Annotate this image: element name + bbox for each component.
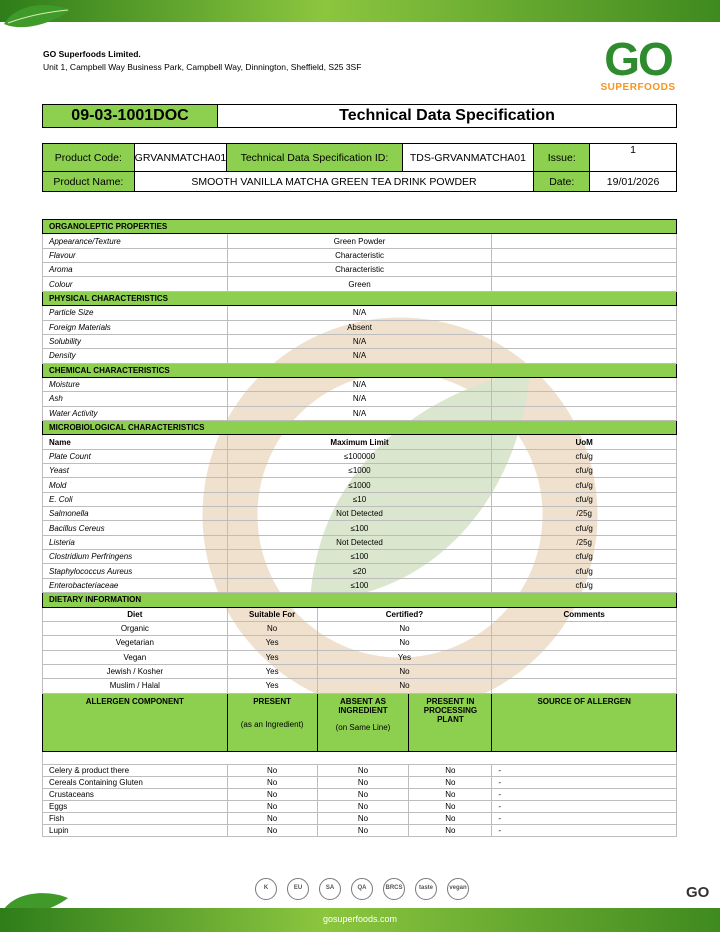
micro-uom: /25g: [492, 535, 677, 549]
micro-column-headers: [43, 435, 677, 449]
table-cell: [492, 263, 677, 277]
section-title: ORGANOLEPTIC PROPERTIES: [43, 220, 677, 234]
diet-comments: [492, 621, 677, 635]
table-row: [43, 521, 677, 535]
certification-badge-icon: K: [255, 878, 277, 900]
allergen-name: Crustaceans: [43, 788, 228, 800]
table-row: [43, 320, 677, 334]
allergen-present: No: [227, 764, 317, 776]
property-value: N/A: [227, 377, 492, 391]
allergen-absent: No: [317, 788, 409, 800]
table-row: [43, 234, 677, 248]
certification-badge-icon: SA: [319, 878, 341, 900]
micro-uom: cfu/g: [492, 478, 677, 492]
allergen-column-headers: [43, 693, 677, 751]
document-code: 09-03-1001DOC: [43, 105, 218, 127]
col-present-header: [227, 693, 317, 751]
leaf-icon: [2, 2, 72, 32]
diet-suitable: Yes: [227, 636, 317, 650]
table-row: [43, 788, 677, 800]
table-row: [43, 776, 677, 788]
diet-certified: Yes: [317, 650, 492, 664]
table-row: [43, 679, 677, 693]
allergen-name: Cereals Containing Gluten: [43, 776, 228, 788]
allergen-present: No: [227, 776, 317, 788]
diet-name: Vegan: [43, 650, 228, 664]
section-title: DIETARY INFORMATION: [43, 593, 677, 607]
section-header-dietary: [43, 593, 677, 607]
micro-name: Mold: [43, 478, 228, 492]
certification-badge-icon: QA: [351, 878, 373, 900]
allergen-source: -: [492, 776, 677, 788]
allergen-plant: No: [409, 788, 492, 800]
product-header-table: [42, 143, 677, 192]
date-value: 19/01/2026: [590, 172, 677, 192]
allergen-name: Fish: [43, 812, 228, 824]
table-row: [43, 464, 677, 478]
table-row: [43, 349, 677, 363]
table-row: [43, 800, 677, 812]
absent-subtitle: (on Same Line): [335, 722, 391, 732]
allergen-name: Lupin: [43, 824, 228, 836]
allergen-absent: No: [317, 800, 409, 812]
micro-uom: cfu/g: [492, 564, 677, 578]
document-title-bar: [42, 104, 677, 128]
micro-name: Clostridium Perfringens: [43, 550, 228, 564]
allergen-present: No: [227, 812, 317, 824]
allergen-plant: No: [409, 764, 492, 776]
allergen-present: No: [227, 788, 317, 800]
diet-comments: [492, 679, 677, 693]
date-label: Date:: [534, 172, 590, 192]
table-row: [43, 564, 677, 578]
logo-main: GO: [604, 33, 672, 85]
micro-name: Salmonella: [43, 507, 228, 521]
property-name: Ash: [43, 392, 228, 406]
property-name: Foreign Materials: [43, 320, 228, 334]
table-row: [43, 650, 677, 664]
diet-comments: [492, 650, 677, 664]
micro-name: Plate Count: [43, 449, 228, 463]
micro-uom: cfu/g: [492, 521, 677, 535]
allergen-plant: No: [409, 776, 492, 788]
allergen-source: -: [492, 800, 677, 812]
property-name: Aroma: [43, 263, 228, 277]
diet-suitable: Yes: [227, 650, 317, 664]
col-name-header: Name: [43, 435, 228, 449]
property-name: Appearance/Texture: [43, 234, 228, 248]
micro-name: E. Coli: [43, 492, 228, 506]
property-name: Moisture: [43, 377, 228, 391]
allergen-name: Celery & product there: [43, 764, 228, 776]
product-code-value: GRVANMATCHA01: [134, 144, 227, 172]
table-row: [43, 812, 677, 824]
diet-certified: No: [317, 664, 492, 678]
table-row: [43, 392, 677, 406]
allergen-absent: No: [317, 824, 409, 836]
micro-limit: ≤100: [227, 521, 492, 535]
top-banner: [0, 0, 720, 22]
micro-limit: ≤100: [227, 578, 492, 592]
micro-name: Bacillus Cereus: [43, 521, 228, 535]
property-name: Density: [43, 349, 228, 363]
micro-name: Enterobacteriaceae: [43, 578, 228, 592]
allergen-source: -: [492, 812, 677, 824]
diet-certified: No: [317, 679, 492, 693]
col-comments-header: Comments: [492, 607, 677, 621]
table-row: [43, 535, 677, 549]
spacer-row: [43, 751, 677, 764]
diet-comments: [492, 636, 677, 650]
micro-limit: ≤1000: [227, 478, 492, 492]
section-header-chemical: [43, 363, 677, 377]
table-cell: [492, 392, 677, 406]
micro-limit: ≤10: [227, 492, 492, 506]
allergen-source: -: [492, 764, 677, 776]
micro-limit: ≤20: [227, 564, 492, 578]
issue-value: 1: [590, 144, 677, 172]
absent-title: ABSENT AS INGREDIENT: [338, 696, 388, 715]
company-address: Unit 1, Campbell Way Business Park, Campbell Way, Dinnington, Sheffield, S25 3SF: [43, 62, 362, 72]
diet-name: Vegetarian: [43, 636, 228, 650]
micro-limit: ≤1000: [227, 464, 492, 478]
table-row: [43, 550, 677, 564]
table-row: [43, 334, 677, 348]
micro-name: Staphylococcus Aureus: [43, 564, 228, 578]
diet-suitable: Yes: [227, 679, 317, 693]
property-value: Absent: [227, 320, 492, 334]
product-name-label: Product Name:: [43, 172, 135, 192]
table-cell: [492, 306, 677, 320]
footer-url: gosuperfoods.com: [322, 914, 398, 924]
section-title: MICROBIOLOGICAL CHARACTERISTICS: [43, 420, 677, 434]
allergen-absent: No: [317, 812, 409, 824]
micro-uom: cfu/g: [492, 492, 677, 506]
company-name: GO Superfoods Limited.: [43, 49, 141, 59]
micro-uom: cfu/g: [492, 578, 677, 592]
product-code-label: Product Code:: [43, 144, 135, 172]
micro-limit: ≤100: [227, 550, 492, 564]
logo-sub: SUPERFOODS: [600, 82, 676, 93]
table-cell: [492, 334, 677, 348]
present-title: PRESENT: [253, 696, 291, 706]
micro-uom: cfu/g: [492, 464, 677, 478]
property-value: Characteristic: [227, 248, 492, 262]
certification-badge-icon: EU: [287, 878, 309, 900]
col-absent-header: [317, 693, 409, 751]
col-allergen-header: ALLERGEN COMPONENT: [43, 693, 228, 751]
col-diet-header: Diet: [43, 607, 228, 621]
property-value: Green Powder: [227, 234, 492, 248]
micro-uom: /25g: [492, 507, 677, 521]
property-value: N/A: [227, 334, 492, 348]
diet-name: Organic: [43, 621, 228, 635]
section-header-physical: [43, 291, 677, 305]
col-uom-header: UoM: [492, 435, 677, 449]
col-limit-header: Maximum Limit: [227, 435, 492, 449]
product-name-value: SMOOTH VANILLA MATCHA GREEN TEA DRINK POWDER: [134, 172, 534, 192]
allergen-name: Eggs: [43, 800, 228, 812]
company-info: [43, 48, 361, 74]
property-value: N/A: [227, 306, 492, 320]
tds-id-value: TDS-GRVANMATCHA01: [402, 144, 534, 172]
allergen-plant: No: [409, 800, 492, 812]
table-cell: [492, 377, 677, 391]
table-row: [43, 449, 677, 463]
property-name: Water Activity: [43, 406, 228, 420]
property-value: Characteristic: [227, 263, 492, 277]
spacer-cell: [43, 751, 677, 764]
diet-certified: No: [317, 621, 492, 635]
table-row: [43, 248, 677, 262]
section-header-micro: [43, 420, 677, 434]
table-row: [43, 263, 677, 277]
micro-name: Listeria: [43, 535, 228, 549]
present-subtitle: (as an Ingredient): [240, 719, 304, 729]
table-row: [43, 621, 677, 635]
property-value: N/A: [227, 406, 492, 420]
section-title: PHYSICAL CHARACTERISTICS: [43, 291, 677, 305]
property-name: Flavour: [43, 248, 228, 262]
allergen-source: -: [492, 788, 677, 800]
micro-name: Yeast: [43, 464, 228, 478]
diet-comments: [492, 664, 677, 678]
table-cell: [492, 406, 677, 420]
col-certified-header: Certified?: [317, 607, 492, 621]
micro-limit: ≤100000: [227, 449, 492, 463]
document-title: Technical Data Specification: [339, 107, 555, 124]
table-row: [43, 277, 677, 291]
certification-badge-icon: taste: [415, 878, 437, 900]
allergen-plant: No: [409, 824, 492, 836]
diet-name: Muslim / Halal: [43, 679, 228, 693]
table-row: [43, 507, 677, 521]
table-cell: [492, 320, 677, 334]
dietary-column-headers: [43, 607, 677, 621]
micro-uom: cfu/g: [492, 550, 677, 564]
col-suitable-header: Suitable For: [227, 607, 317, 621]
micro-limit: Not Detected: [227, 507, 492, 521]
table-row: [43, 664, 677, 678]
table-cell: [492, 248, 677, 262]
table-row: [43, 578, 677, 592]
diet-certified: No: [317, 636, 492, 650]
property-name: Colour: [43, 277, 228, 291]
section-header-organoleptic: [43, 220, 677, 234]
allergen-present: No: [227, 824, 317, 836]
allergen-absent: No: [317, 764, 409, 776]
footer-logo: GO: [686, 884, 710, 901]
property-value: Green: [227, 277, 492, 291]
allergen-present: No: [227, 800, 317, 812]
table-row: [43, 636, 677, 650]
specification-table: [42, 219, 677, 837]
property-name: Particle Size: [43, 306, 228, 320]
table-row: [43, 478, 677, 492]
col-source-header: SOURCE OF ALLERGEN: [492, 693, 677, 751]
table-row: [43, 764, 677, 776]
table-row: [43, 824, 677, 836]
allergen-absent: No: [317, 776, 409, 788]
table-row: [43, 492, 677, 506]
issue-label: Issue:: [534, 144, 590, 172]
diet-name: Jewish / Kosher: [43, 664, 228, 678]
table-cell: [492, 349, 677, 363]
allergen-plant: No: [409, 812, 492, 824]
property-value: N/A: [227, 392, 492, 406]
table-row: [43, 306, 677, 320]
property-name: Solubility: [43, 334, 228, 348]
allergen-source: -: [492, 824, 677, 836]
col-plant-header: PRESENT IN PROCESSING PLANT: [409, 693, 492, 751]
certification-logos: [255, 878, 469, 900]
property-value: N/A: [227, 349, 492, 363]
table-cell: [492, 277, 677, 291]
tds-id-label: Technical Data Specification ID:: [227, 144, 402, 172]
micro-uom: cfu/g: [492, 449, 677, 463]
certification-badge-icon: vegan: [447, 878, 469, 900]
table-row: [43, 406, 677, 420]
section-title: CHEMICAL CHARACTERISTICS: [43, 363, 677, 377]
brand-logo: [592, 33, 684, 94]
micro-limit: Not Detected: [227, 535, 492, 549]
diet-suitable: Yes: [227, 664, 317, 678]
certification-badge-icon: BRCS: [383, 878, 405, 900]
diet-suitable: No: [227, 621, 317, 635]
table-row: [43, 377, 677, 391]
table-cell: [492, 234, 677, 248]
